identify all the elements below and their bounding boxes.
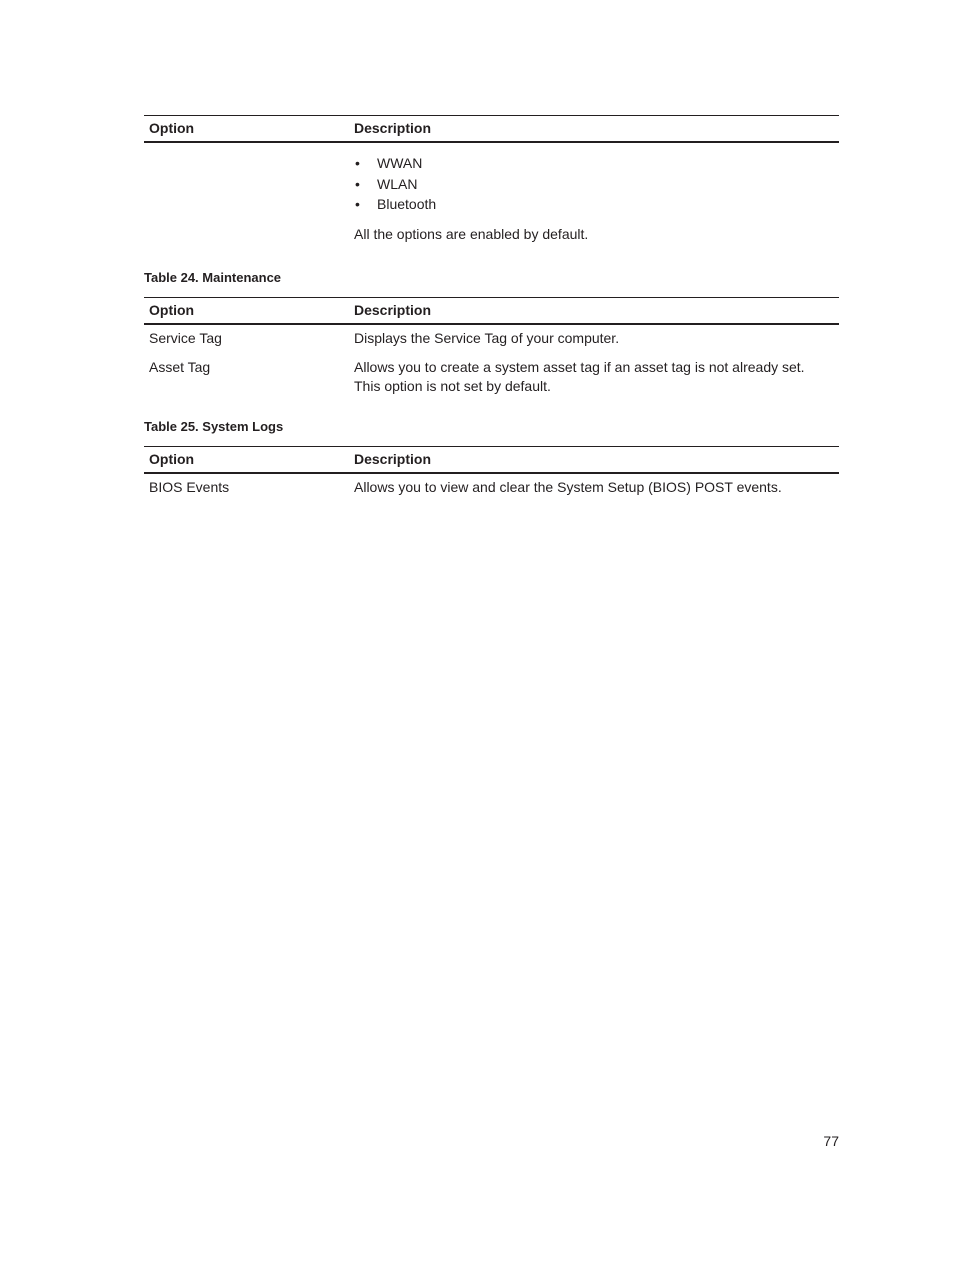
table-row [144, 473, 839, 503]
description-column-header: Description [349, 446, 839, 473]
option-cell: BIOS Events [149, 478, 230, 495]
description-cell: Allows you to create a system asset tag if an asset tag is not already set. This option is not set by default. [354, 358, 805, 394]
page-number: 77 [823, 1133, 839, 1149]
table-row [144, 324, 839, 354]
description-cell: Displays the Service Tag of your computer. [354, 329, 620, 346]
bullet-icon: • [355, 196, 360, 212]
table-24-caption: Table 24. Maintenance [144, 269, 282, 285]
list-item: • WLAN [354, 174, 834, 195]
table-header-row [144, 297, 839, 324]
bullet-icon: • [355, 155, 360, 171]
maintenance-table [144, 297, 839, 402]
option-column-header: Option [144, 297, 349, 324]
list-item: • WWAN [354, 153, 834, 174]
wireless-options-list [354, 153, 834, 215]
option-cell: Asset Tag [149, 358, 211, 375]
continued-options-table [144, 115, 839, 254]
description-cell: Allows you to view and clear the System Setup (BIOS) POST events. [354, 478, 782, 495]
option-cell: Service Tag [149, 329, 222, 346]
bullet-icon: • [355, 175, 360, 192]
page-content [144, 115, 839, 503]
list-item: • Bluetooth [354, 194, 834, 215]
table-row [144, 354, 839, 402]
table-25-caption: Table 25. System Logs [144, 418, 284, 434]
system-logs-table [144, 446, 839, 503]
option-column-header: Option [144, 116, 349, 143]
option-cell-empty [144, 142, 349, 254]
description-column-header: Description [349, 297, 839, 324]
description-column-header: Description [349, 116, 839, 143]
table-header-row [144, 446, 839, 473]
table-header-row [144, 116, 839, 143]
description-cell [349, 142, 839, 254]
table-row [144, 142, 839, 254]
option-column-header: Option [144, 446, 349, 473]
default-note: All the options are enabled by default. [354, 225, 589, 242]
